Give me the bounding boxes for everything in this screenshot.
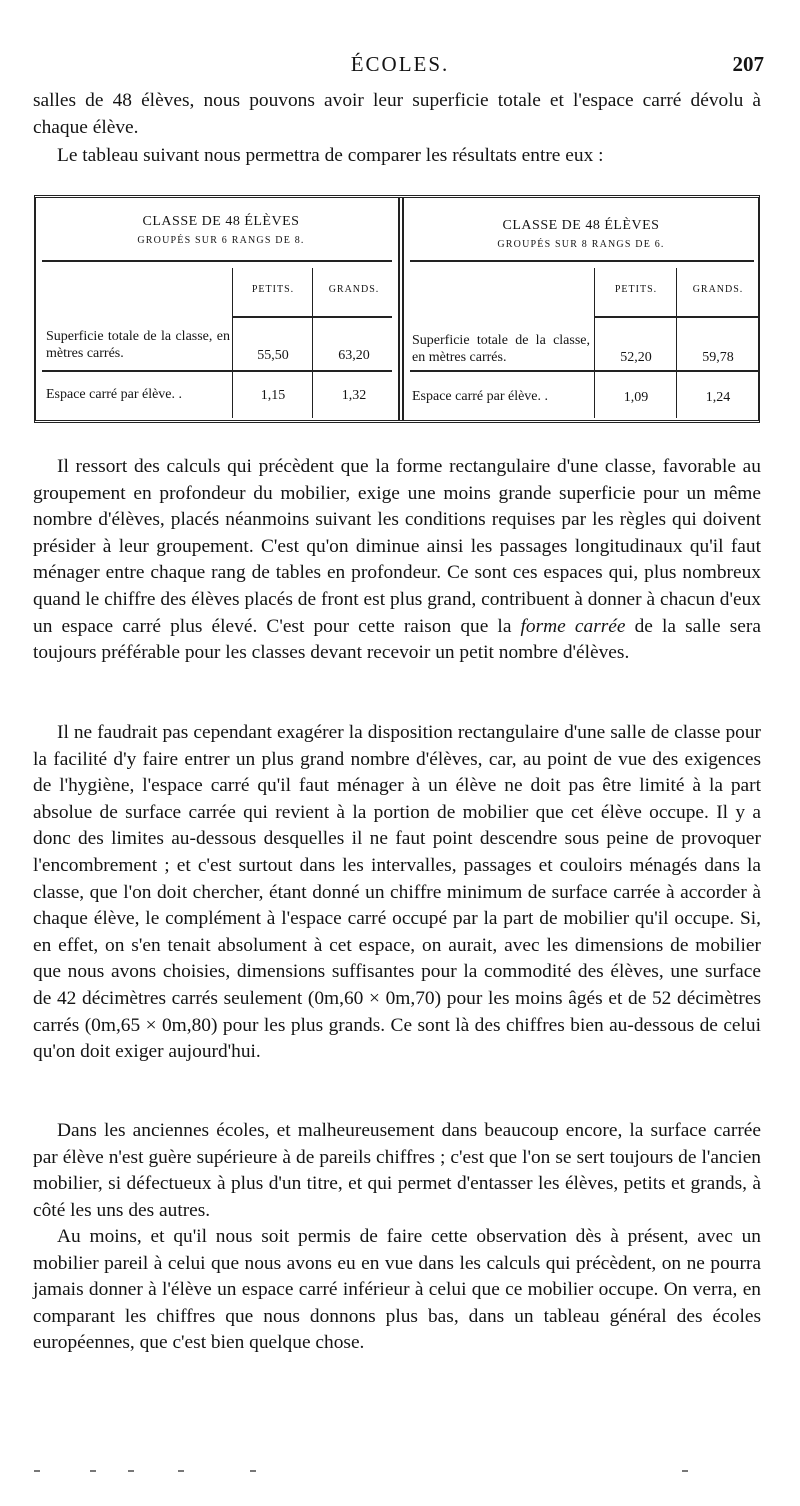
running-head: [0, 52, 800, 80]
left-row1-large: 63,20: [338, 348, 370, 363]
paragraph-1-part-a: Il ressort des calculs qui précèdent que la forme rectangulaire d'une classe, favorable au groupement en profondeur du mobilier, exige une moins grande superficie pour un même nombre d'élèves, placés néanmoins suivant les conditions requises par les règles qui doivent présider à leur groupement. C'est qu'on diminue ainsi les passages longitudinaux qu'il faut ménager entre chaque rang de tables en profondeur. Ce sont ces espaces qui, plus nombreux quand le chiffre des élèves placés de front est plus grand, contribuent à donner à chacun d'eux un espace carré plus élevé. C'est pour cette raison que la: [33, 456, 761, 637]
comparison-table: [34, 195, 760, 423]
left-col-small: PETITS.: [251, 284, 295, 295]
paragraph-2: Il ne faudrait pas cependant exagérer la disposition rectangulaire d'une salle de classe pour la facilité d'y faire entrer un plus grand nombre d'élèves, car, au point de vue des exigences de l'hygiène, l'espace carré qu'il faut ménager à un élève ne doit pas être limité à la part absolue de surface carrée qui revient à la portion de mobilier que cet élève occupe. Il y a donc des limites au-dessous desquelles il ne faut point descendre sous peine de provoquer l'encombrement ; et c'est surtout dans les intervalles, passages et couloirs ménagés dans la classe, que l'on doit chercher, étant donné un chiffre minimum de surface carrée à accorder à chaque élève, le complément à l'espace carré occupé par la part de mobilier qu'il occupe. Si, en effet, on s'en tenait absolument à cet espace, on aurait, avec les dimensions de mobilier que nous avons choisies, dimensions suffisantes pour la commodité des élèves, une surface de 42 décimètres carrés seulement (0m,60 × 0m,70) pour les moins âgés et de 52 décimètres carrés (0m,65 × 0m,80) pour les plus grands. Ce sont là des chiffres bien au-dessous de celui qu'on doit exiger aujourd'hui.: [33, 722, 761, 1063]
paragraph-1-emphasis: forme carrée: [520, 615, 626, 637]
left-row1-label: Superficie totale de la classe, en mètres carrés.: [46, 329, 230, 361]
right-row2-small: 1,09: [623, 390, 649, 405]
right-row2-label: Espace carré par élève. .: [412, 389, 549, 404]
right-col-small: PETITS.: [614, 284, 658, 295]
paragraph-4: Au moins, et qu'il nous soit permis de faire cette observation dès à présent, avec un mobilier pareil à celui que nous avons eu en vue dans les calculs qui précèdent, on ne pourra jamais donner à l'élève un espace carré inférieur à celui que ce mobilier occupe. On verra, en comparant les chiffres que nous donnons plus bas, dans un tableau général des écoles européennes, que c'est bien quelque chose.: [33, 1226, 761, 1354]
right-row1-label: Superficie totale de la classe, en mètres carrés.: [412, 333, 590, 365]
left-group-subtitle: GROUPÉS SUR 6 RANGS DE 8.: [137, 235, 305, 246]
paragraph-3: Dans les anciennes écoles, et malheureusement dans beaucoup encore, la surface carrée par élève n'est guère supérieure à de pareils chiffres ; c'est que l'on se sert toujours de l'ancien mobilier, si défectueux à plus d'un titre, et qui permet d'entasser les élèves, petits et grands, à côté les uns des autres.: [33, 1120, 761, 1221]
page-number: 207: [732, 52, 764, 76]
right-group-subtitle: GROUPÉS SUR 8 RANGS DE 6.: [497, 239, 665, 250]
paragraph-1: [33, 454, 761, 667]
paragraph-1-part-b: de la salle sera toujours préférable pour les classes devant recevoir un petit nombre d'élèves.: [33, 615, 761, 664]
left-row1-small: 55,50: [257, 348, 289, 363]
right-row2-large: 1,24: [705, 390, 731, 405]
right-row1-large: 59,78: [702, 350, 734, 365]
running-title: ÉCOLES.: [350, 52, 450, 76]
bottom-marks: [30, 1468, 730, 1474]
intro-sentence: Le tableau suivant nous permettra de comparer les résultats entre eux :: [57, 145, 604, 166]
right-row1-small: 52,20: [620, 350, 652, 365]
left-col-large: GRANDS.: [328, 284, 380, 295]
left-row2-small: 1,15: [260, 388, 286, 403]
intro-paragraph: salles de 48 élèves, nous pouvons avoir leur superficie totale et l'espace carré dévolu à chaque élève.: [33, 90, 761, 138]
right-col-large: GRANDS.: [692, 284, 744, 295]
left-row2-label: Espace carré par élève. .: [46, 387, 183, 402]
right-group-title: CLASSE DE 48 ÉLÈVES: [502, 218, 660, 233]
left-group-title: CLASSE DE 48 ÉLÈVES: [142, 214, 300, 229]
left-row2-large: 1,32: [341, 388, 367, 403]
